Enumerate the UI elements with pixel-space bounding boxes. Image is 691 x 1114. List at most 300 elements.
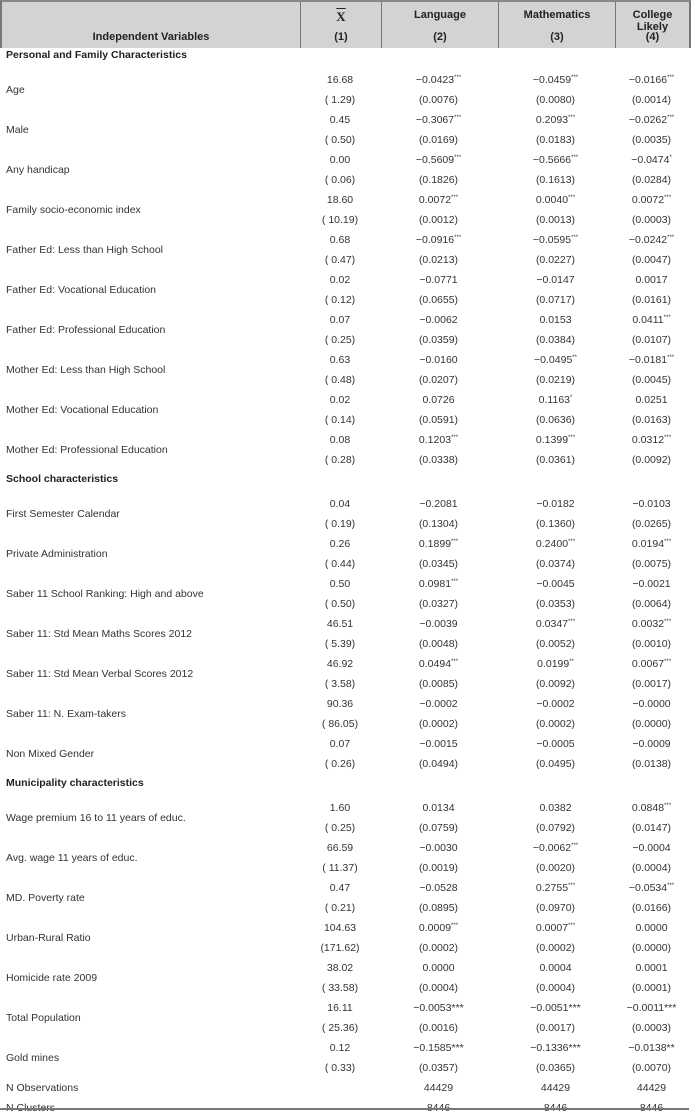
- coefficient-value: −0.0160: [419, 354, 458, 366]
- significance-stars: ***: [451, 923, 459, 929]
- coefficient: [497, 578, 614, 590]
- standard-error: (0.0000): [631, 718, 672, 730]
- coefficient-value: −0.0015: [419, 738, 458, 750]
- header-number: (1): [334, 31, 348, 43]
- coefficient-value: 0.0134: [422, 802, 455, 814]
- coefficient-value: −0.0528: [419, 882, 458, 894]
- standard-error: (0.1360): [535, 518, 576, 530]
- standard-error: (0.0759): [418, 822, 459, 834]
- standard-error: (0.0338): [418, 454, 459, 466]
- significance-stars: ***: [568, 195, 576, 201]
- mean-value: 0.26: [329, 538, 351, 550]
- standard-error: (0.0183): [535, 134, 576, 146]
- coefficient: [497, 922, 614, 934]
- coefficient-value: 0.1899: [418, 538, 452, 550]
- mean-sd: ( 0.25): [324, 822, 356, 834]
- standard-error: (0.0717): [535, 294, 576, 306]
- coefficient-value: −0.0138**: [628, 1042, 675, 1054]
- coefficient-value: 0.2400: [535, 538, 569, 550]
- variable-label: Mother Ed: Vocational Education: [6, 404, 159, 416]
- mean-sd: (171.62): [320, 942, 360, 954]
- header-title: Language: [414, 9, 466, 21]
- coefficient-value: −0.0000: [632, 698, 671, 710]
- mean-sd: ( 0.47): [324, 254, 356, 266]
- table-bottom-rule: [0, 1108, 689, 1110]
- mean-value: 46.92: [326, 658, 354, 670]
- standard-error: (0.0013): [535, 214, 576, 226]
- significance-stars: ***: [667, 115, 675, 121]
- standard-error: (0.0012): [418, 214, 459, 226]
- variable-label: Homicide rate 2009: [6, 972, 98, 984]
- coefficient-value: −0.0595: [532, 234, 572, 246]
- mean-sd: ( 5.39): [324, 638, 356, 650]
- significance-stars: ***: [571, 155, 579, 161]
- header-col-3: [499, 2, 615, 48]
- significance-stars: ***: [568, 435, 576, 441]
- mean-sd: ( 0.26): [324, 758, 356, 770]
- standard-error: (0.0000): [631, 942, 672, 954]
- header-label: Independent Variables: [92, 31, 210, 43]
- coefficient-value: −0.0103: [632, 498, 671, 510]
- standard-error: (0.0327): [418, 598, 459, 610]
- mean-value: 18.60: [326, 194, 354, 206]
- significance-stars: ***: [664, 619, 672, 625]
- mean-value: 16.68: [326, 74, 354, 86]
- mean-value: 0.04: [329, 498, 351, 510]
- significance-stars: ***: [571, 235, 579, 241]
- standard-error: (0.0070): [631, 1062, 672, 1074]
- coefficient: [497, 842, 614, 854]
- coefficient: [497, 234, 614, 246]
- standard-error: (0.0064): [631, 598, 672, 610]
- significance-stars: ***: [568, 883, 576, 889]
- significance-stars: ***: [667, 883, 675, 889]
- coefficient-value: 0.0000: [422, 962, 455, 974]
- standard-error: (0.0494): [418, 758, 459, 770]
- significance-stars: ***: [664, 659, 672, 665]
- coefficient-value: 0.0382: [539, 802, 572, 814]
- variable-label: Father Ed: Professional Education: [6, 324, 166, 336]
- section-title: School characteristics: [6, 473, 119, 485]
- coefficient: [497, 1042, 614, 1054]
- mean-value: 66.59: [326, 842, 354, 854]
- coefficient: [614, 394, 689, 406]
- mean-sd: ( 0.28): [324, 454, 356, 466]
- standard-error: (0.0016): [418, 1022, 459, 1034]
- standard-error: (0.0265): [631, 518, 672, 530]
- coefficient-value: 0.0072: [418, 194, 452, 206]
- standard-error: (0.0636): [535, 414, 576, 426]
- coefficient-value: 0.1399: [535, 434, 569, 446]
- standard-error: (0.0284): [631, 174, 672, 186]
- mean-value: 46.51: [326, 618, 354, 630]
- standard-error: (0.0374): [535, 558, 576, 570]
- coefficient: [614, 1002, 689, 1014]
- standard-error: (0.0035): [631, 134, 672, 146]
- significance-stars: ***: [454, 75, 462, 81]
- standard-error: (0.0207): [418, 374, 459, 386]
- coefficient-value: −0.0534: [628, 882, 668, 894]
- coefficient-value: 0.0981: [418, 578, 452, 590]
- variable-label: Age: [6, 84, 25, 96]
- coefficient-value: −0.0916: [415, 234, 455, 246]
- coefficient: [497, 738, 614, 750]
- header-number: (4): [645, 31, 660, 43]
- variable-label: Any handicap: [6, 164, 70, 176]
- coefficient-value: 0.0494: [418, 658, 452, 670]
- mean-sd: ( 0.14): [324, 414, 356, 426]
- mean-sd: ( 25.36): [321, 1022, 359, 1034]
- coefficient: [497, 74, 614, 86]
- standard-error: (0.0076): [418, 94, 459, 106]
- standard-error: (0.0163): [631, 414, 672, 426]
- mean-value: 0.02: [329, 394, 351, 406]
- coefficient-value: −0.0182: [536, 498, 575, 510]
- variable-label: Private Administration: [6, 548, 108, 560]
- coefficient-value: −0.0262: [628, 114, 668, 126]
- coefficient-value: 0.0009: [418, 922, 452, 934]
- footer-value: 44429: [540, 1082, 571, 1094]
- variable-label: Saber 11: Std Mean Maths Scores 2012: [6, 628, 192, 640]
- standard-error: (0.0361): [535, 454, 576, 466]
- variable-label: Total Population: [6, 1012, 81, 1024]
- significance-stars: ***: [568, 619, 576, 625]
- standard-error: (0.0353): [535, 598, 576, 610]
- significance-stars: ***: [451, 659, 459, 665]
- mean-value: 0.02: [329, 274, 351, 286]
- standard-error: (0.0161): [631, 294, 672, 306]
- significance-stars: ***: [667, 355, 675, 361]
- mean-sd: ( 10.19): [321, 214, 359, 226]
- significance-stars: ***: [664, 195, 672, 201]
- coefficient: [614, 842, 689, 854]
- coefficient: [380, 538, 497, 550]
- header-col-4: [616, 2, 689, 48]
- significance-stars: ***: [454, 115, 462, 121]
- coefficient: [614, 738, 689, 750]
- coefficient-value: −0.0045: [536, 578, 575, 590]
- mean-value: 90.36: [326, 698, 354, 710]
- coefficient: [497, 698, 614, 710]
- coefficient: [614, 882, 689, 894]
- standard-error: (0.0591): [418, 414, 459, 426]
- standard-error: (0.0017): [631, 678, 672, 690]
- coefficient: [497, 114, 614, 126]
- significance-stars: ***: [451, 195, 459, 201]
- coefficient-value: 0.0194: [631, 538, 665, 550]
- coefficient-value: −0.0459: [532, 74, 572, 86]
- coefficient-value: 0.0000: [635, 922, 668, 934]
- coefficient: [380, 618, 497, 630]
- significance-stars: *: [669, 155, 672, 161]
- coefficient: [614, 698, 689, 710]
- mean-sd: ( 0.50): [324, 134, 356, 146]
- significance-stars: **: [572, 355, 577, 361]
- coefficient: [614, 434, 689, 446]
- coefficient: [380, 234, 497, 246]
- section-title: Municipality characteristics: [6, 777, 144, 789]
- coefficient: [497, 962, 614, 974]
- standard-error: (0.0359): [418, 334, 459, 346]
- standard-error: (0.0085): [418, 678, 459, 690]
- coefficient: [380, 274, 497, 286]
- coefficient: [380, 802, 497, 814]
- coefficient-value: 0.0153: [539, 314, 572, 326]
- coefficient-value: 0.2755: [535, 882, 569, 894]
- coefficient: [614, 274, 689, 286]
- standard-error: (0.0001): [631, 982, 672, 994]
- coefficient-value: 0.1163: [538, 394, 570, 406]
- standard-error: (0.0004): [631, 862, 672, 874]
- mean-sd: ( 0.12): [324, 294, 356, 306]
- standard-error: (0.0080): [535, 94, 576, 106]
- standard-error: (0.1613): [535, 174, 576, 186]
- mean-sd: ( 0.50): [324, 598, 356, 610]
- coefficient: [497, 498, 614, 510]
- coefficient: [614, 74, 689, 86]
- coefficient: [497, 618, 614, 630]
- standard-error: (0.0002): [418, 942, 459, 954]
- coefficient-value: −0.5666: [532, 154, 572, 166]
- coefficient-value: 0.0004: [539, 962, 572, 974]
- mean-value: 1.60: [329, 802, 351, 814]
- mean-sd: ( 0.48): [324, 374, 356, 386]
- significance-stars: ***: [667, 235, 675, 241]
- mean-sd: ( 86.05): [321, 718, 359, 730]
- mean-sd: ( 0.44): [324, 558, 356, 570]
- coefficient-value: −0.0051***: [530, 1002, 581, 1014]
- mean-sd: ( 0.25): [324, 334, 356, 346]
- coefficient: [380, 882, 497, 894]
- mean-sd: ( 33.58): [321, 982, 359, 994]
- mean-value: 0.68: [329, 234, 351, 246]
- standard-error: (0.0002): [418, 718, 459, 730]
- coefficient-value: −0.0181: [628, 354, 668, 366]
- standard-error: (0.0895): [418, 902, 459, 914]
- coefficient: [614, 802, 689, 814]
- coefficient: [614, 314, 689, 326]
- significance-stars: **: [569, 659, 574, 665]
- coefficient-value: 0.0001: [635, 962, 668, 974]
- variable-label: Father Ed: Vocational Education: [6, 284, 157, 296]
- coefficient: [614, 194, 689, 206]
- coefficient: [614, 234, 689, 246]
- coefficient-value: 0.1203: [418, 434, 452, 446]
- coefficient: [614, 498, 689, 510]
- variable-label: MD. Poverty rate: [6, 892, 85, 904]
- coefficient: [497, 274, 614, 286]
- variable-label: Wage premium 16 to 11 years of educ.: [6, 812, 186, 824]
- mean-value: 104.63: [323, 922, 357, 934]
- significance-stars: ***: [664, 803, 672, 809]
- coefficient-value: −0.1336***: [530, 1042, 581, 1054]
- coefficient: [614, 538, 689, 550]
- coefficient: [380, 114, 497, 126]
- standard-error: (0.0107): [631, 334, 672, 346]
- mean-sd: ( 11.37): [322, 862, 358, 874]
- mean-value: 0.47: [329, 882, 351, 894]
- footer-label: N Observations: [6, 1082, 79, 1094]
- coefficient-value: −0.0474: [631, 154, 670, 166]
- standard-error: (0.0003): [631, 1022, 672, 1034]
- coefficient-value: −0.1585***: [413, 1042, 464, 1054]
- variable-label: Mother Ed: Professional Education: [6, 444, 168, 456]
- coefficient-value: 0.2093: [535, 114, 569, 126]
- coefficient-value: −0.0005: [536, 738, 575, 750]
- header-title: Mathematics: [523, 9, 591, 21]
- coefficient-value: −0.0011***: [626, 1002, 677, 1014]
- mean-sd: ( 0.33): [324, 1062, 356, 1074]
- variable-label: Saber 11: N. Exam-takers: [6, 708, 127, 720]
- coefficient-value: −0.0147: [536, 274, 575, 286]
- standard-error: (0.0495): [535, 758, 576, 770]
- standard-error: (0.0092): [535, 678, 576, 690]
- standard-error: (0.0655): [418, 294, 459, 306]
- standard-error: (0.0019): [418, 862, 459, 874]
- significance-stars: ***: [571, 75, 579, 81]
- coefficient-value: 0.0251: [635, 394, 668, 406]
- section-title: Personal and Family Characteristics: [6, 49, 187, 61]
- coefficient: [380, 194, 497, 206]
- mean-value: 0.07: [329, 314, 351, 326]
- footer-value: 44429: [636, 1082, 667, 1094]
- mean-value: 0.12: [329, 1042, 351, 1054]
- coefficient: [380, 354, 497, 366]
- coefficient-value: 0.0312: [631, 434, 665, 446]
- significance-stars: ***: [571, 843, 579, 849]
- coefficient: [614, 114, 689, 126]
- significance-stars: *: [570, 395, 573, 401]
- coefficient: [380, 962, 497, 974]
- coefficient-value: −0.0495: [534, 354, 573, 366]
- standard-error: (0.0002): [535, 718, 576, 730]
- standard-error: (0.0047): [631, 254, 672, 266]
- significance-stars: ***: [451, 579, 459, 585]
- standard-error: (0.1304): [418, 518, 459, 530]
- coefficient: [497, 882, 614, 894]
- mean-sd: ( 1.29): [324, 94, 356, 106]
- significance-stars: ***: [568, 923, 576, 929]
- variable-label: First Semester Calendar: [6, 508, 120, 520]
- coefficient-value: −0.0062: [419, 314, 458, 326]
- standard-error: (0.0365): [535, 1062, 576, 1074]
- coefficient: [497, 538, 614, 550]
- variable-label: Male: [6, 124, 29, 136]
- standard-error: (0.0002): [535, 942, 576, 954]
- coefficient: [614, 962, 689, 974]
- coefficient-value: 0.0347: [535, 618, 569, 630]
- variable-label: Mother Ed: Less than High School: [6, 364, 166, 376]
- coefficient-value: −0.0021: [632, 578, 671, 590]
- variable-label: Father Ed: Less than High School: [6, 244, 164, 256]
- coefficient-value: −0.0002: [536, 698, 575, 710]
- coefficient: [380, 842, 497, 854]
- standard-error: (0.0384): [535, 334, 576, 346]
- mean-value: 16.11: [327, 1002, 353, 1014]
- coefficient: [614, 1042, 689, 1054]
- mean-value: 0.08: [329, 434, 351, 446]
- mean-value: 0.00: [329, 154, 351, 166]
- standard-error: (0.0092): [631, 454, 672, 466]
- coefficient-value: 0.0067: [631, 658, 665, 670]
- coefficient: [380, 394, 497, 406]
- variable-label: Gold mines: [6, 1052, 60, 1064]
- variable-label: Avg. wage 11 years of educ.: [6, 852, 138, 864]
- significance-stars: ***: [664, 539, 672, 545]
- coefficient: [380, 434, 497, 446]
- coefficient: [380, 74, 497, 86]
- standard-error: (0.0004): [535, 982, 576, 994]
- coefficient: [380, 154, 497, 166]
- coefficient-value: 0.0040: [535, 194, 569, 206]
- coefficient-value: −0.2081: [419, 498, 458, 510]
- mean-value: 38.02: [326, 962, 354, 974]
- standard-error: (0.0017): [535, 1022, 576, 1034]
- standard-error: (0.0345): [418, 558, 459, 570]
- mean-sd: ( 0.19): [324, 518, 356, 530]
- significance-stars: ***: [568, 115, 576, 121]
- coefficient-value: 0.0007: [535, 922, 569, 934]
- header-independent-variables: [2, 2, 300, 48]
- coefficient: [614, 578, 689, 590]
- coefficient: [380, 1002, 497, 1014]
- coefficient: [614, 922, 689, 934]
- coefficient: [380, 314, 497, 326]
- significance-stars: ***: [454, 235, 462, 241]
- standard-error: (0.0045): [631, 374, 672, 386]
- coefficient: [614, 618, 689, 630]
- header-title: College Likely: [632, 9, 673, 33]
- coefficient-value: −0.5609: [415, 154, 455, 166]
- standard-error: (0.0227): [535, 254, 576, 266]
- coefficient-value: 0.0032: [631, 618, 665, 630]
- standard-error: (0.0219): [535, 374, 576, 386]
- standard-error: (0.0048): [418, 638, 459, 650]
- mean-sd: ( 0.06): [324, 174, 356, 186]
- footer-value: 44429: [423, 1082, 454, 1094]
- header-title: $\overline{X}$: [336, 9, 346, 24]
- coefficient-value: −0.3067: [415, 114, 455, 126]
- mean-value: 0.50: [329, 578, 351, 590]
- coefficient-value: −0.0030: [419, 842, 458, 854]
- standard-error: (0.0138): [631, 758, 672, 770]
- coefficient-value: −0.0242: [628, 234, 668, 246]
- variable-label: Saber 11: Std Mean Verbal Scores 2012: [6, 668, 194, 680]
- coefficient: [380, 1042, 497, 1054]
- significance-stars: ***: [568, 539, 576, 545]
- variable-label: Family socio-economic index: [6, 204, 141, 216]
- header-col-2: [382, 2, 498, 48]
- mean-value: 0.07: [329, 738, 351, 750]
- coefficient: [497, 314, 614, 326]
- coefficient: [497, 154, 614, 166]
- coefficient: [497, 194, 614, 206]
- coefficient-value: −0.0053***: [413, 1002, 464, 1014]
- coefficient: [614, 354, 689, 366]
- standard-error: (0.0020): [535, 862, 576, 874]
- header-number: (2): [433, 31, 447, 43]
- coefficient: [380, 578, 497, 590]
- standard-error: (0.0147): [631, 822, 672, 834]
- coefficient-value: 0.0848: [631, 802, 665, 814]
- standard-error: (0.0010): [631, 638, 672, 650]
- coefficient-value: −0.0004: [632, 842, 671, 854]
- header-col-1: [301, 2, 381, 48]
- variable-label: Saber 11 School Ranking: High and above: [6, 588, 204, 600]
- coefficient: [497, 1002, 614, 1014]
- standard-error: (0.0003): [631, 214, 672, 226]
- coefficient-value: −0.0062: [532, 842, 572, 854]
